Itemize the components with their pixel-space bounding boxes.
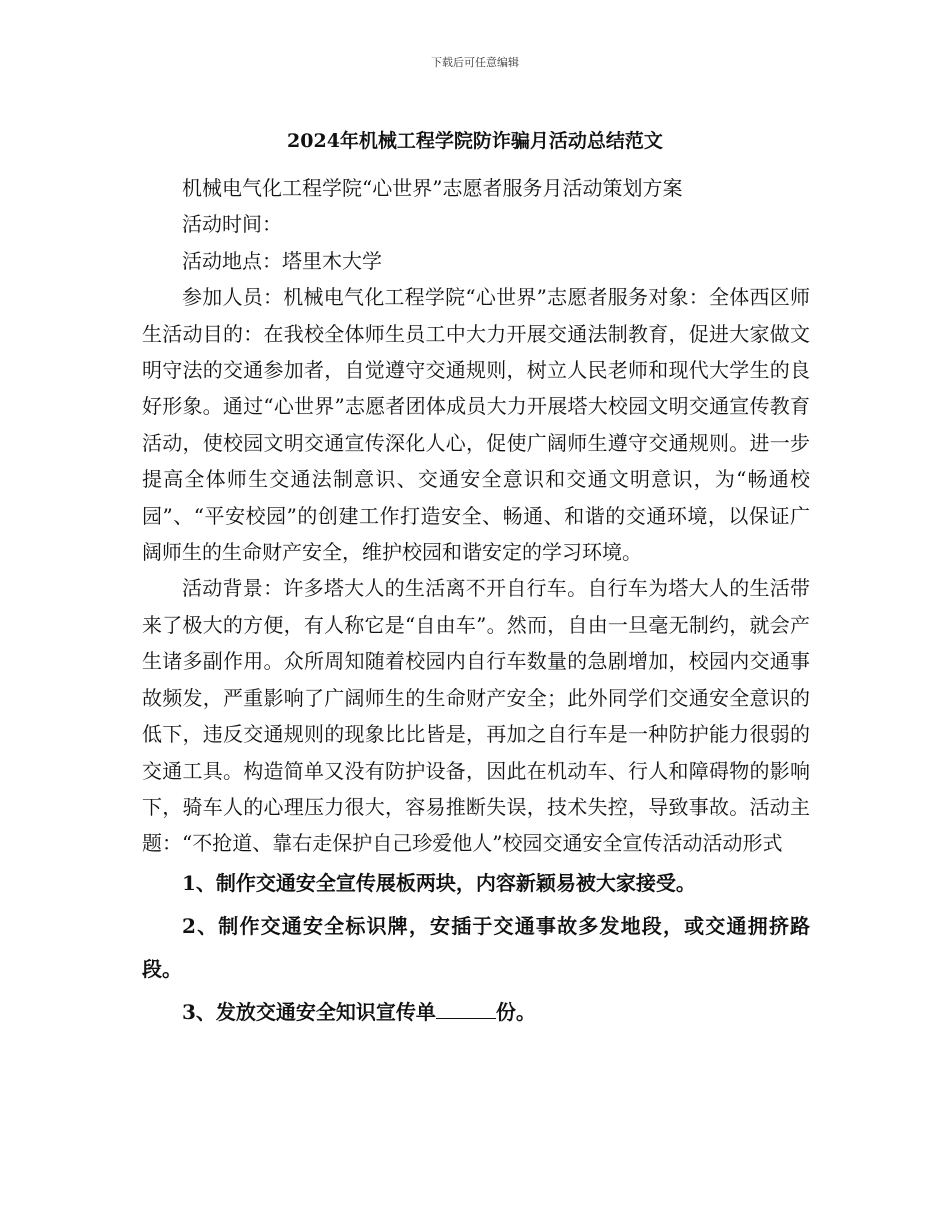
fill-in-blank xyxy=(436,998,496,1019)
paragraph-background: 活动背景：许多塔大人的生活离不开自行车。自行车为塔大人的生活带来了极大的方便，有人称它是“自由车”。然而，自由一旦毫无制约，就会产生诸多副作用。众所周知随着校园内自行车数量的急剧增加，校园内交通事故频发，严重影响了广阔师生的生命财产安全；此外同学们交通安全意识的低下，违反交通规则的现象比比皆是，再加之自行车是一种防护能力很弱的交通工具。构造简单又没有防护设备，因此在机动车、行人和障碍物的影响下，骑车人的心理压力很大，容易推断失误，技术失控，导致事故。活动主题：“不抢道、靠右走保护自己珍爱他人”校园交通安全宣传活动活动形式 xyxy=(142,576,810,856)
item-3-text-after: 份。 xyxy=(495,999,536,1024)
item-3-text-before: 3、发放交通安全知识宣传单 xyxy=(182,999,436,1024)
paragraph-item-2: 2、制作交通安全标识牌，安插于交通事故多发地段，或交通拥挤路段。 xyxy=(142,913,810,981)
paragraph-activity-time: 活动时间： xyxy=(182,212,282,237)
paragraph-participants-purpose: 参加人员：机械电气化工程学院“心世界”志愿者服务对象：全体西区师生活动目的：在我校全体师生员工中大力开展交通法制教育，促进大家做文明守法的交通参加者，自觉遵守交通规则，树立人民老师和现代大学生的良好形象。通过“心世界”志愿者团体成员大力开展塔大校园文明交通宣传教育活动，使校园文明交通宣传深化人心，促使广阔师生遵守交通规则。进一步提高全体师生交通法制意识、交通安全意识和交通文明意识，为“畅通校园”、“平安校园”的创建工作打造安全、畅通、和谐的交通环境，以保证广阔师生的生命财产安全，维护校园和谐安定的学习环境。 xyxy=(142,285,810,565)
paragraph-item-3 xyxy=(142,991,810,1034)
document-body xyxy=(142,170,810,1034)
paragraph-subtitle: 机械电气化工程学院“心世界”志愿者服务月活动策划方案 xyxy=(182,176,683,200)
document-title: 2024年机械工程学院防诈骗月活动总结范文 xyxy=(287,130,663,152)
header-note: 下载后可任意编辑 xyxy=(431,56,519,69)
paragraph-item-1: 1、制作交通安全宣传展板两块，内容新颖易被大家接受。 xyxy=(182,870,696,895)
paragraph-activity-location: 活动地点：塔里木大学 xyxy=(182,248,382,273)
